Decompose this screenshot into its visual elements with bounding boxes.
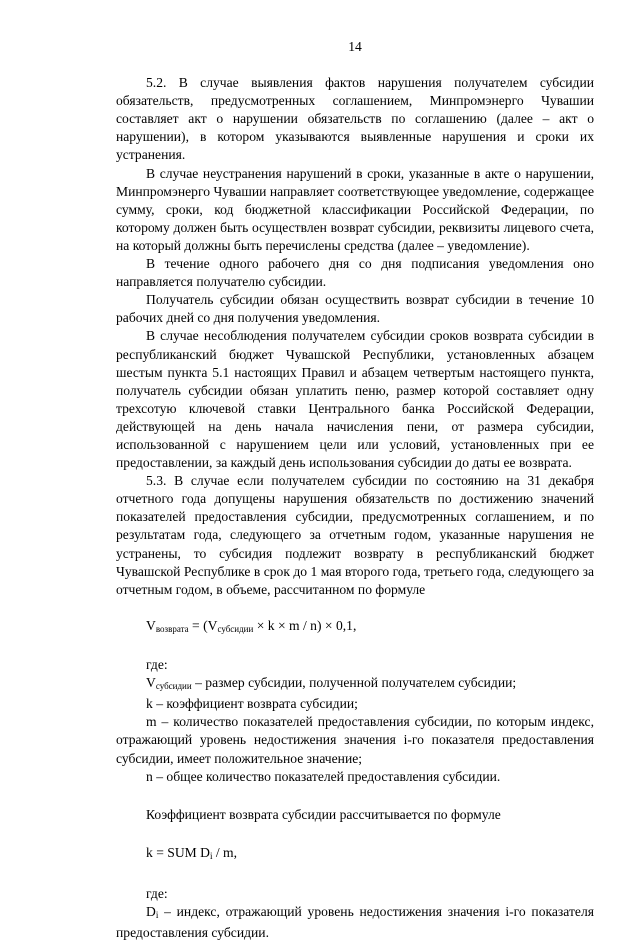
definition-v: V: [146, 675, 156, 691]
where-label-1: где:: [146, 657, 168, 673]
document-page: [116, 38, 594, 942]
formula-subsidy-subscript: субсидии: [217, 623, 254, 634]
formula-v: V: [146, 617, 156, 633]
formula-eq: = (V: [188, 617, 218, 633]
formula-coefficient: [116, 844, 594, 865]
paragraph-5-3: 5.3. В случае если получателем субсидии по состоянию на 31 декабря отчетного года допущены нарушения обязательств по достижению значений показателей предоставления субсидии, предусмотренных соглашением, и по результатам года, следующего за отчетным годом, указанные нарушения не устранены, то субсидия подлежит возврату в республиканский бюджет Чувашской Республике в срок до 1 мая второго года, третьего года, следующего за отчетным годом, в объеме, рассчитанном по формуле: [116, 473, 594, 597]
paragraph-5-2: 5.2. В случае выявления фактов нарушения получателем субсидии обязательств, предусмотренных соглашением, Минпромэнерго Чувашии составляет акт о нарушении обязательств по соглашению (далее – акт о нарушении), в котором указываются выявленные нарушения и сроки их устранения.: [116, 75, 594, 163]
definition-n: n – общее количество показателей предоставления субсидии.: [146, 768, 501, 784]
definition-d-letter: D: [146, 904, 156, 920]
formula-rest: × k × m / n) × 0,1,: [253, 617, 357, 633]
formula2-lead: k = SUM D: [146, 844, 210, 860]
definition-v-text: – размер субсидии, полученной получателем субсидии;: [191, 675, 517, 691]
paragraph-non-elimination: В случае неустранения нарушений в сроки, указанные в акте о нарушении, Минпромэнерго Чувашии направляет соответствующее уведомление, содержащее сумму, сроки, код бюджетной классификации Российской Федерации, по которому должен быть осуществлен возврат субсидии, реквизиты лицевого счета, на который должны быть перечислены средства (далее – уведомление).: [116, 165, 594, 253]
definition-d-index: [116, 903, 594, 942]
paragraph-notification-sent: В течение одного рабочего дня со дня подписания уведомления оно направляется получателю субсидии.: [116, 256, 594, 290]
definition-d-subscript: i: [155, 910, 159, 921]
page-number: 14: [348, 39, 362, 54]
coefficient-intro: Коэффициент возврата субсидии рассчитывается по формуле: [146, 806, 501, 822]
definition-k: k – коэффициент возврата субсидии;: [146, 696, 358, 712]
paragraph-refund-obligation: Получатель субсидии обязан осуществить возврат субсидии в течение 10 рабочих дней со дня получения уведомления.: [116, 292, 594, 326]
definition-v-subscript: субсидии: [155, 681, 192, 692]
formula-v-subscript: возврата: [155, 623, 189, 634]
formula2-tail: / m,: [212, 844, 238, 860]
definition-v-subsidy: [116, 674, 594, 695]
paragraph-penalty: В случае несоблюдения получателем субсидии сроков возврата субсидии в республиканский бюджет Чувашской Республики, установленных абзацем шестым пункта 5.1 настоящих Правил и абзацем четвертым настоящего пункта, получатель субсидии обязан уплатить пеню, размер которой составляет одну трехсотую ключевой ставки Центрального банка Российской Федерации, действующей на день начала начисления пени, от размера субсидии, использованной с нарушением цели или условий, установленных при ее предоставлении, за каждый день использования субсидии до даты ее возврата.: [116, 328, 594, 471]
formula-refund-volume: [116, 617, 594, 638]
definition-m: m – количество показателей предоставления субсидии, по которым индекс, отражающий уровень недостижения значения i-го показателя предоставления субсидии, имеет положительное значение;: [116, 714, 594, 766]
where-label-2: где:: [146, 885, 168, 901]
formula2-subscript: i: [209, 850, 213, 861]
definition-d-text: – индекс, отражающий уровень недостижения значения i-го показателя предоставления субсидии.: [116, 904, 594, 941]
